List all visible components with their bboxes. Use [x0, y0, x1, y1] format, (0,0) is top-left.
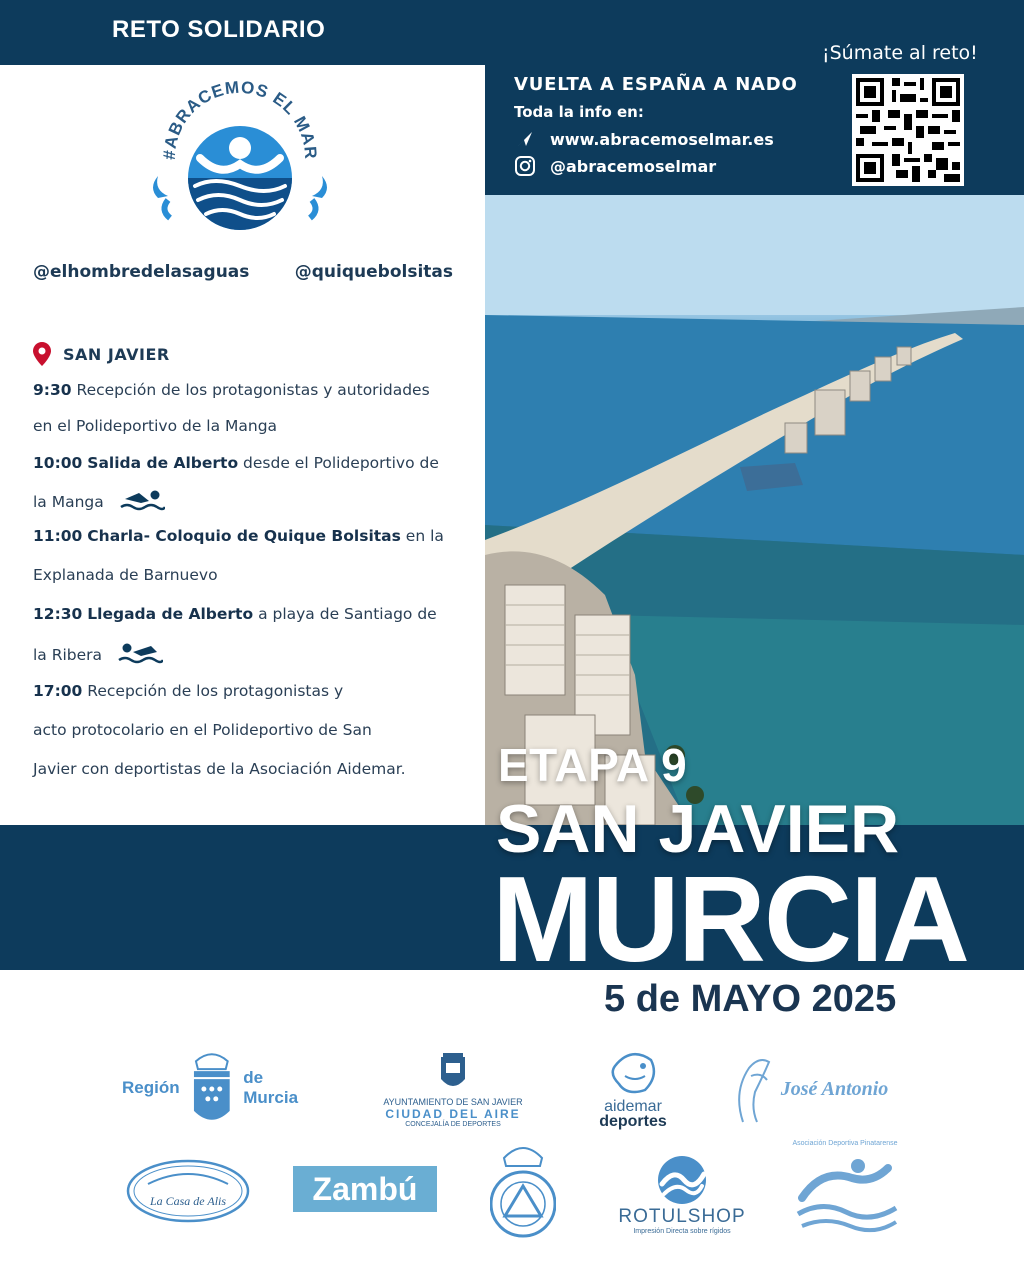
oval-emblem-icon — [126, 1158, 250, 1224]
sponsor-rotulshop: ROTULSHOP Impresión Directa sobre rígidos — [612, 1150, 752, 1238]
svg-text:#ABRACEMOS EL MAR: #ABRACEMOS EL MAR — [159, 78, 321, 161]
sponsor-aidemar-deportes: aidemar deportes — [588, 1042, 678, 1134]
location-heading — [33, 342, 170, 366]
sponsor-proteccion-civil — [490, 1138, 556, 1242]
reto-solidario-title: RETO SOLIDARIO — [112, 16, 326, 43]
sponsor-jose-antonio: José Antonio — [728, 1050, 893, 1128]
social-handles — [33, 262, 453, 282]
toda-info-text: Toda la info en: — [514, 103, 644, 121]
time: 9:30 — [33, 381, 72, 399]
stage-date: 5 de MAYO 2025 — [604, 978, 897, 1020]
schedule-item-1: 9:30 Recepción de los protagonistas y autoridades — [33, 381, 430, 399]
civil-protection-emblem-icon — [490, 1138, 556, 1242]
website-link[interactable] — [514, 128, 774, 150]
handle-quiquebolsitas[interactable]: @quiquebolsitas — [294, 262, 453, 282]
sponsor-ayuntamiento-san-javier: AYUNTAMIENTO DE SAN JAVIER CIUDAD DEL AIRE CONCEJALÍA DE DEPORTES — [368, 1045, 538, 1133]
schedule-item-4: 12:30 Llegada de Alberto a playa de Santiago de — [33, 605, 437, 623]
instagram-icon — [514, 155, 536, 177]
stage-region: MURCIA — [492, 851, 968, 987]
seafood-icon — [733, 1052, 777, 1126]
swimmer-wave-emblem-icon — [792, 1138, 898, 1234]
sponsor-zambu: Zambú — [293, 1166, 437, 1212]
stage-number: ETAPA 9 — [498, 739, 688, 791]
qr-code[interactable] — [852, 74, 964, 186]
schedule-item-1-cont: en el Polideportivo de la Manga — [33, 417, 278, 435]
fish-icon — [605, 1046, 661, 1098]
swimmer-icon — [119, 487, 165, 518]
instagram-link[interactable] — [514, 155, 716, 177]
schedule-item-3-cont: Explanada de Barnuevo — [33, 566, 218, 584]
schedule-item-2: 10:00 Salida de Alberto desde el Polideportivo de — [33, 454, 439, 472]
map-pin-icon — [33, 342, 51, 366]
sponsor-la-casa-de-alis: La Casa de Alis — [126, 1158, 250, 1224]
send-arrow-icon — [514, 128, 536, 150]
website-text: www.abracemoselmar.es — [550, 129, 774, 149]
schedule-item-5: 17:00 Recepción de los protagonistas y — [33, 682, 344, 700]
coat-of-arms-icon — [188, 1047, 236, 1129]
sponsor-region-murcia: Región de Murcia — [122, 1045, 322, 1130]
shield-icon — [437, 1051, 469, 1095]
swimmer-icon — [117, 640, 163, 671]
schedule-item-5-cont: acto protocolario en el Polideportivo de San — [33, 721, 372, 739]
handle-elhombredelasaguas[interactable]: @elhombredelasaguas — [33, 262, 250, 282]
schedule-item-3: 11:00 Charla- Coloquio de Quique Bolsitas en la — [33, 527, 444, 545]
instagram-text: @abracemoselmar — [550, 156, 717, 176]
schedule-item-5-cont2: Javier con deportistas de la Asociación Aidemar. — [33, 760, 406, 778]
sumate-text: ¡Súmate al reto! — [822, 42, 978, 64]
stage-city: SAN JAVIER — [496, 791, 900, 867]
vuelta-espana-text: VUELTA A ESPAÑA A NADO — [514, 74, 798, 95]
wave-circle-icon — [654, 1154, 710, 1206]
abracemos-el-mar-logo — [140, 78, 340, 238]
schedule-item-2-cont: la Manga — [33, 487, 473, 518]
schedule-item-4-cont: la Ribera — [33, 640, 473, 671]
location-name: SAN JAVIER — [63, 344, 170, 364]
sponsor-asociacion-pinatarense: Asociación Deportiva Pinatarense — [792, 1138, 898, 1234]
